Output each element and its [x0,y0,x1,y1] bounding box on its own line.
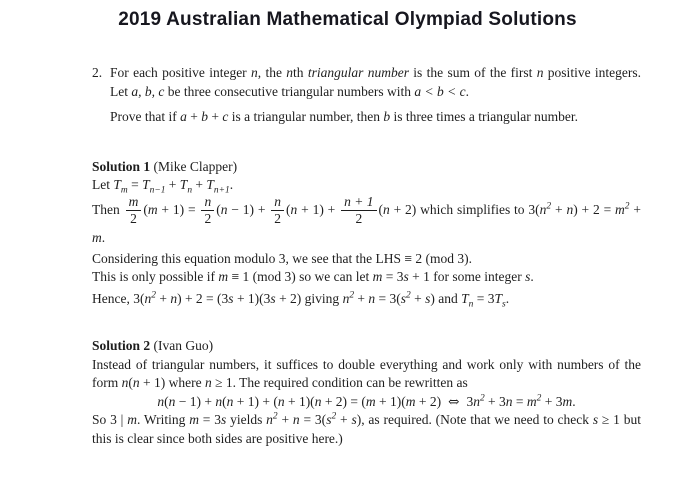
solution-1-line-let: Let $T_m = T_{n-1} + T_n + T_{n+1}$. [92,177,234,196]
problem-prove: Prove that if a + b + c is a triangular number, then b is three times a triangular number. [110,109,578,124]
problem-2 [92,64,641,127]
solution-1-line-hence: Hence, $3(n^2 + n) + 2 = (3s + 1)(3s + 2)$ giving $n^2 + n = 3(s^2 + s)$ and $T_n = 3T_s$. [92,290,510,310]
solution-1-heading [92,158,641,177]
solution-2-title: Solution 2 [92,338,151,354]
page-content [0,64,695,448]
solution-1-line-possible: This is only possible if m ≡ 1 (mod 3) so we can let m = 3s + 1 for some integer s. [92,269,534,285]
solution-1-author: (Mike Clapper) [153,158,238,174]
solution-2-author: (Ivan Guo) [153,338,214,354]
solution-1-line-then: Then $\frac{m}{2}$ (m + 1) = $\frac{n}{2}$ (n − 1) + $\frac{n}{2}$ (n + 1) + $\frac{n + 1}{2}$ (n + 2) which simplifies to $3(n^2 + n) + 2 = m^2 + m$. [92,193,641,245]
solution-2-equation: n(n − 1) + n(n + 1) + (n + 1)(n + 2) = (m + 1)(m + 2) ⇔ $3n^2 + 3n = m^2 + 3m$. [157,393,576,410]
problem-statement: For each positive integer n, the nth triangular number is the sum of the first n positive integers. Let a, b, c be three consecutive triangular numbers with a < b < c. [110,65,641,99]
solution-2-final: So 3 | m. Writing m = 3s yields $n^2 + n = 3(s^2 + s)$, as required. (Note that we need to check s ≥ 1 but this is clear since both sides are positive here.) [92,411,641,446]
solution-1-title: Solution 1 [92,158,151,174]
problem-text [110,64,641,127]
solution-1-section [92,158,641,309]
solution-1-line-considering: Considering this equation modulo 3, we see that the LHS ≡ 2 (mod 3). [92,250,472,266]
solution-2-section [92,337,641,448]
problem-number: 2. [92,65,103,80]
page-title: 2019 Australian Mathematical Olympiad Solutions [118,9,577,30]
solution-2-intro: Instead of triangular numbers, it suffices to double everything and work only with numbers of the form n(n + 1) where n ≥ 1. The required condition can be rewritten as [92,356,641,391]
solution-2-heading [92,337,641,356]
